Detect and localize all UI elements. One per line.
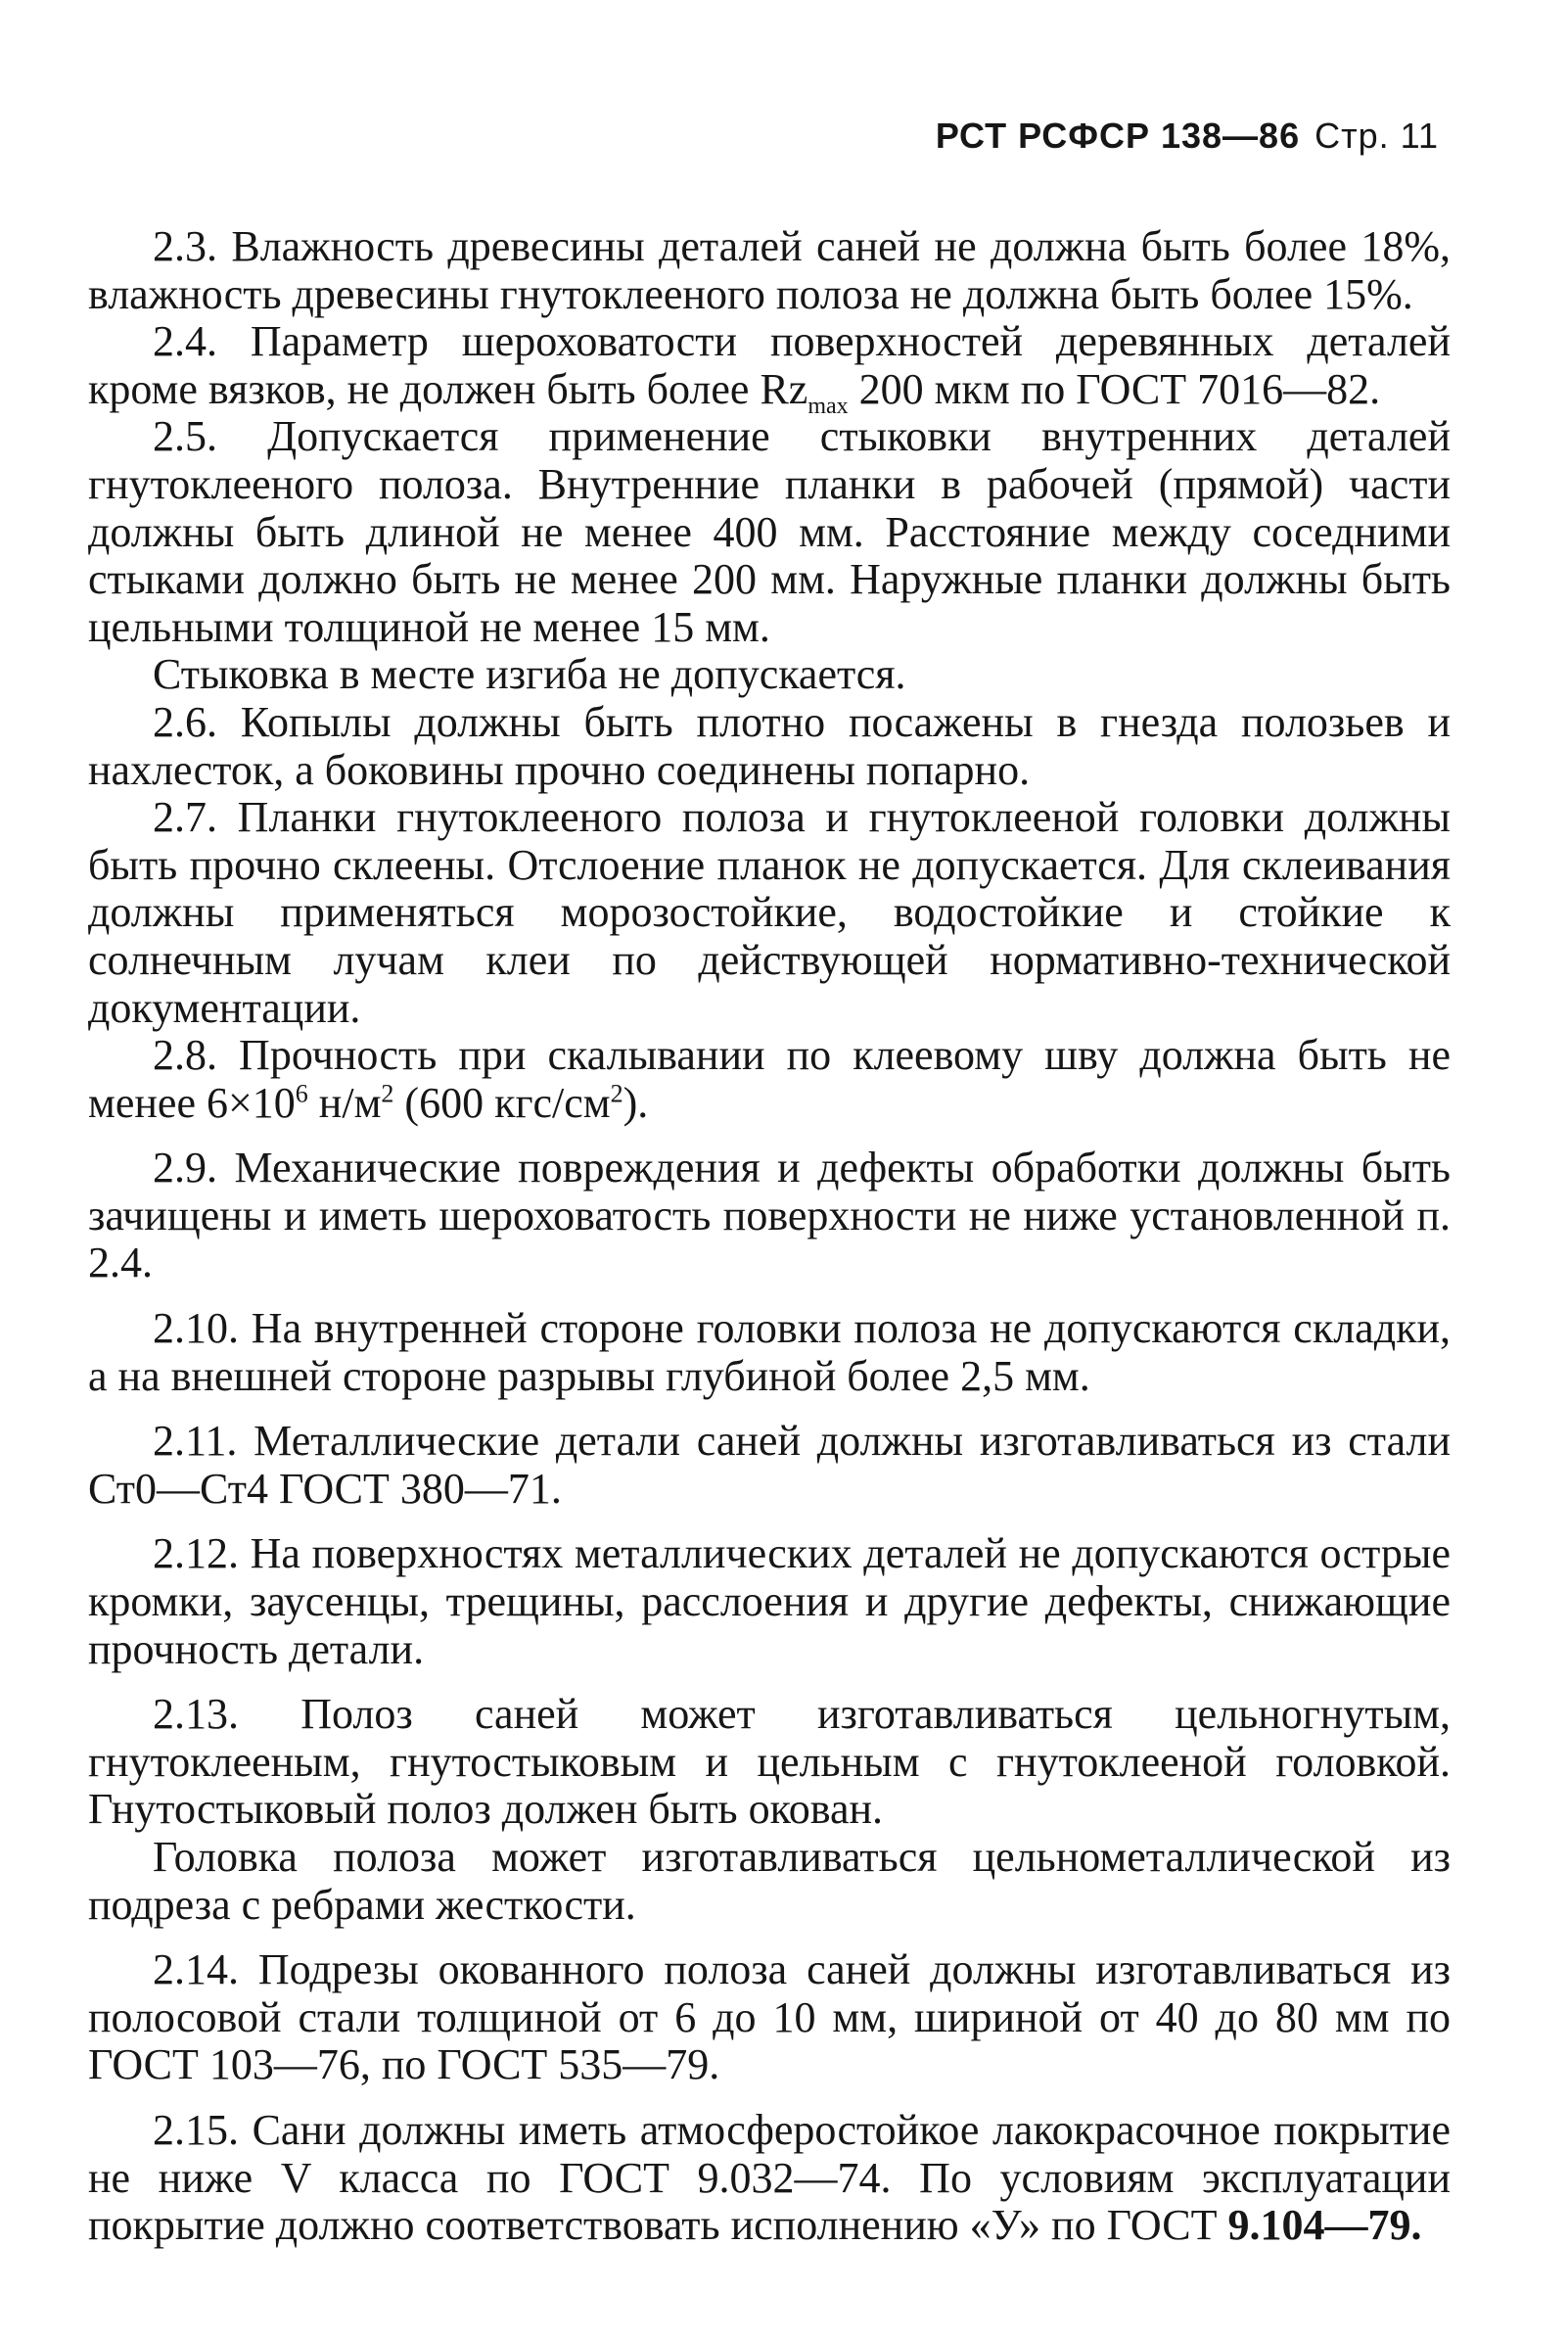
unit-exponent-alt: 2 bbox=[610, 1079, 623, 1108]
page-header bbox=[936, 116, 1439, 157]
page-number: Стр. 11 bbox=[1314, 116, 1439, 156]
paragraph-2-15 bbox=[88, 2107, 1451, 2250]
paragraph-2-12: 2.12. На поверхностях металлических деталей не допускаются острые кромки, заусенцы, трещины, расслоения и другие дефекты, снижающие прочность детали. bbox=[88, 1529, 1451, 1673]
paragraph-2-9: 2.9. Механические повреждения и дефекты обработки должны быть зачищены и иметь шероховатость поверхности не ниже установленной п. 2.4. bbox=[88, 1144, 1451, 1287]
document-body bbox=[88, 223, 1451, 2250]
paragraph-2-15-text: 2.15. Сани должны иметь атмосферостойкое лакокрасочное покрытие не ниже V класса по ГОСТ 9.032—74. По условиям эксплуатации покрытие должно соответствовать исполнению «У» по ГОСТ bbox=[88, 2105, 1451, 2250]
document-code: РСТ РСФСР 138—86 bbox=[935, 116, 1301, 156]
exponent: 6 bbox=[295, 1079, 308, 1108]
paragraph-2-4-text: 2.4. Параметр шероховатости поверхностей деревянных деталей кроме вязков, не должен быть более Rz bbox=[88, 317, 1451, 413]
paragraph-2-13: 2.13. Полоз саней может изготавливаться цельногнутым, гнутоклееным, гнутостыковым и цельным с гнутоклееной головкой. Гнутостыковый полоз должен быть окован. bbox=[88, 1690, 1451, 1834]
paragraph-2-5: 2.5. Допускается применение стыковки внутренних деталей гнутоклееного полоза. Внутренние планки в рабочей (прямой) части должны быть длиной не менее 400 мм. Расстояние между соседними стыками должно быть не менее 200 мм. Наружные планки должны быть цельными толщиной не менее 15 мм. bbox=[88, 412, 1451, 651]
paragraph-2-11: 2.11. Металлические детали саней должны изготавливаться из стали Ст0—Ст4 ГОСТ 380—71. bbox=[88, 1417, 1451, 1513]
paragraph-2-14: 2.14. Подрезы окованного полоза саней должны изготавливаться из полосовой стали толщиной от 6 до 10 мм, шириной от 40 до 80 мм по ГОСТ 103—76, по ГОСТ 535—79. bbox=[88, 1945, 1451, 2089]
gost-reference: 9.104—79. bbox=[1227, 2201, 1422, 2250]
unit-exponent: 2 bbox=[381, 1079, 394, 1108]
paragraph-2-10: 2.10. На внутренней стороне головки полоза не допускаются складки, а на внешней стороне разрывы глубиной более 2,5 мм. bbox=[88, 1304, 1451, 1400]
paragraph-2-13-note: Головка полоза может изготавливаться цельнометаллической из подреза с ребрами жесткости. bbox=[88, 1833, 1451, 1929]
paragraph-2-3: 2.3. Влажность древесины деталей саней не должна быть более 18%, влажность древесины гнутоклееного полоза не должна быть более 15%. bbox=[88, 222, 1451, 318]
paragraph-2-8 bbox=[88, 1032, 1451, 1127]
unit-text: н/м bbox=[307, 1078, 382, 1127]
paragraph-2-6: 2.6. Копылы должны быть плотно посажены в гнезда полозьев и нахлесток, а боковины прочно соединены попарно. bbox=[88, 697, 1451, 794]
paragraph-2-5-note: Стыковка в месте изгиба не допускается. bbox=[153, 650, 906, 699]
paragraph-2-4 bbox=[88, 317, 1451, 419]
unit-text-alt: (600 кгс/см bbox=[393, 1078, 611, 1127]
paragraph-2-8-text-end: ). bbox=[623, 1078, 649, 1127]
paragraph-2-4-text-end: 200 мкм по ГОСТ 7016—82. bbox=[848, 364, 1381, 413]
rz-subscript: max bbox=[807, 393, 849, 419]
paragraph-2-7: 2.7. Планки гнутоклееного полоза и гнутоклееной головки должны быть прочно склеены. Отслоение планок не допускается. Для склеивания должны применяться морозостойкие, водостойкие и стойкие к солнечным лучам клеи по действующей нормативно-технической документации. bbox=[88, 793, 1451, 1032]
paragraph-2-8-text: 2.8. Прочность при скалывании по клеевому шву должна быть не менее 6×10 bbox=[88, 1031, 1451, 1127]
